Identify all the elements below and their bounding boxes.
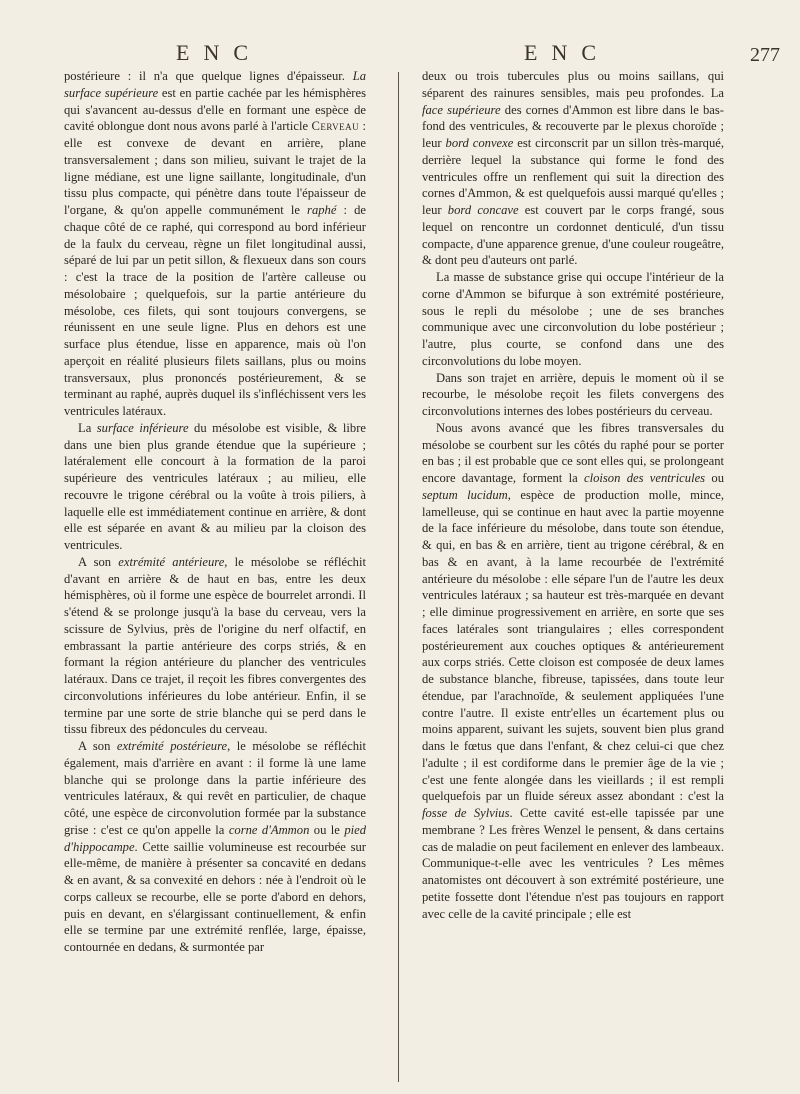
text-run: est en partie cachée par les hémisphères qui s'avancent au-dessus d'elle en formant une espèce de cavité oblongue dont nous avons parlé à l'article [64,85,366,134]
running-head-left: ENC [176,40,262,65]
italic-term: corne d'Ammon [228,822,310,837]
paragraph [422,420,724,923]
paragraph [64,738,366,956]
page-number: 277 [750,44,780,66]
text-run: , le mésolobe se réfléchit d'avant en arrière & de haut en bas, entre les deux hémisphères, où il forme une espèce de bourrelet arrondi. Il s'étend & se prolonge jusqu'à la base du cerveau, vers la scissure de Sylvius, près de l'origine du nerf olfactif, en embrassant la partie antérieure des corps striés, & en formant la région antérieure du plancher des ventricules latéraux. Dans ce trajet, il reçoit les fibres convergentes des circonvolutions inférieures du lobe antérieur. Enfin, il se termine par une sorte de strie blanche qui se perd dans le tissu fibreux des pédoncules du cerveau. [64,554,366,737]
paragraph [422,370,724,420]
left-column [64,68,366,956]
italic-term: septum lucidum [422,487,508,502]
paragraph [64,554,366,738]
text-run: La [78,420,97,435]
italic-term: face supérieure [422,102,501,117]
text-run: des cornes d'Ammon est libre dans le bas-fond des ventricules, & recouverte par le plexus choroïde ; leur [422,102,724,150]
paragraph [422,269,724,370]
text-run: . Cette saillie volumineuse est recourbée sur elle-même, de manière à présenter sa concavité en dedans & en avant, & sa convexité en dehors : née à l'endroit où le corps calleux se recourbe, elle se porte d'abord en dehors, puis en devant, en s'élargissant continuellement, & enfin elle se termine par une extrémité renflée, large, épaisse, contournée en dedans, & surmontée par [64,839,366,954]
text-run: , espèce de production molle, mince, lamelleuse, qui se continue en haut avec la partie moyenne de la face inférieure du mésolobe, dans toute son étendue, & qui, en bas & en arrière, tient au trigone cérébral, & en bas & en avant, à la lame recourbée de l'extrémité antérieure du mésolobe : elle sépare l'un de l'autre les deux ventricules latéraux ; sa hauteur est très-marquée en devant ; elle diminue progressivement en arrière, en sorte que ses faces latérales sont triangulaires ; elles correspondent postérieurement aux couches optiques & antérieurement aux corps striés. Cette cloison est composée de deux lames de substance blanche, fibreuse, tapissées, dans toute leur étendue, par l'arachnoïde, & seulement appliquées l'une contre l'autre. Il existe entr'elles un écartement plus ou moins apparent, suivant les sujets, souvent bien plus grand dans le fœtus que dans l'enfant, & chez celui-ci que chez l'adulte ; il est cordiforme dans le premier âge de la vie ; c'est une fente alongée dans les vieillards ; il est rempli quelquefois par un fluide séreux assez abondant : c'est la [422,487,724,804]
right-column [422,68,724,922]
italic-term: bord convexe [445,136,514,150]
text-run: A son [78,739,117,753]
text-run: , le mésolobe se réfléchit également, mais d'arrière en avant : il forme là une lame blanche qui se prolonge dans la partie inférieure des ventricules latéraux, & qui revêt en particulier, de chaque côté, une espèce de circonvolution formée par la substance grise : c'est ce qu'on appelle la [64,739,366,837]
italic-term: surface inférieure [96,420,189,435]
italic-term: bord concave [447,203,519,217]
text-run: : elle est convexe de devant en arrière, plane transversalement ; dans son milieu, suivant le trajet de la ligne médiane, est une ligne saillante, longitudinale, d'un tissu plus compacte, qui pénètre dans toute l'épaisseur de l'organe, & qu'on appelle communément le [64,119,366,217]
column-divider [398,72,399,1082]
text-run: ou le [309,822,345,837]
text-run: Dans son trajet en arrière, depuis le moment où il se recourbe, le mésolobe reçoit les filets convergens des circonvolutions internes des lobes postérieurs du cerveau. [422,370,724,418]
text-run: ou [705,471,724,485]
text-run: : de chaque côté de ce raphé, qui correspond au bord inférieur de la faulx du cerveau, règne un filet longitudinal aussi, séparé de lui par un petit sillon, & flexueux dans son cours : c'est la trace de la position de l'artère calleuse ou mésolobaire ; quelquefois, sur la partie antérieure du mésolobe, ces filets, qui sont toujours convergens, se réunissent en une seule ligne. Plus en dehors est une surface plus étendue, lisse en apparence, mais où l'on aperçoit en réalité plusieurs filets saillans, plus ou moins transversaux, plus prononcés postérieurement, & se terminant au raphé, auprès duquel ils s'infléchissent vers les ventricules latéraux. [64,203,367,418]
italic-term: cloison des ventricules [584,471,706,485]
text-run: deux ou trois tubercules plus ou moins saillans, qui séparent des rainures sensibles, mais peu profondes. La [422,69,724,100]
running-head-right: ENC [524,40,610,65]
text-run: du mésolobe est visible, & libre dans une bien plus grande étendue que la supérieure ; latéralement elle concourt à la formation de la paroi supérieure des ventricules latéraux ; au milieu, elle recouvre le trigone cérébral ou la voûte à trois piliers, à laquelle elle est immédiatement continue en arrière, & dont elle est séparée en avant & au milieu par la cloison des ventricules. [64,420,367,552]
cross-reference: Cerveau [311,119,360,134]
italic-term: extrémité antérieure [118,554,225,569]
italic-term: pied d'hippocampe [64,822,366,854]
italic-term: fosse de Sylvius [422,806,510,820]
text-run: . Cette cavité est-elle tapissée par une membrane ? Les frères Wenzel le pensent, & dans certains cas de maladie on peut facilement en enlever des lambeaux. Communique-t-elle avec les ventricules ? Les mêmes anatomistes ont découvert à son extrémité postérieure, une petite fossette dont l'étendue n'est pas toujours en rapport avec celle de la cavité principale ; elle est [422,806,725,921]
text-run: est circonscrit par un sillon très-marqué, derrière lequel la substance qui forme le fond des ventricules offre un renflement qui suit la direction des cornes d'Ammon, & est quelquefois aussi marqué qu'elles ; leur [422,136,725,217]
paragraph [64,68,366,420]
paragraph [64,420,366,554]
text-run: A son [78,554,119,569]
paragraph [422,68,724,269]
text-run: Nous avons avancé que les fibres transversales du mésolobe se courbent sur les côtés du raphé pour se porter en bas ; il est probable que ce sont elles qui, se prolongeant encore davantage, forment la [422,420,724,485]
text-run: La masse de substance grise qui occupe l'intérieur de la corne d'Ammon se bifurque à son extrémité postérieure, sous le repli du mésolobe ; une de ses branches communique avec une circonvolution du lobe postérieur ; l'autre, plus courte, se confond dans une des circonvolutions du lobe moyen. [422,270,724,368]
italic-term: La surface supérieure [64,69,366,100]
text-run: est couvert par le corps frangé, sous lequel on rencontre un cordonnet denticulé, d'un tissu compacte, d'une apparence grenue, d'une couleur rougeâtre, & dont peu d'auteurs ont parlé. [422,203,724,268]
italic-term: raphé [307,203,337,217]
text-run: postérieure : il n'a que quelque lignes d'épaisseur. [64,69,353,83]
italic-term: extrémité postérieure [116,739,228,753]
